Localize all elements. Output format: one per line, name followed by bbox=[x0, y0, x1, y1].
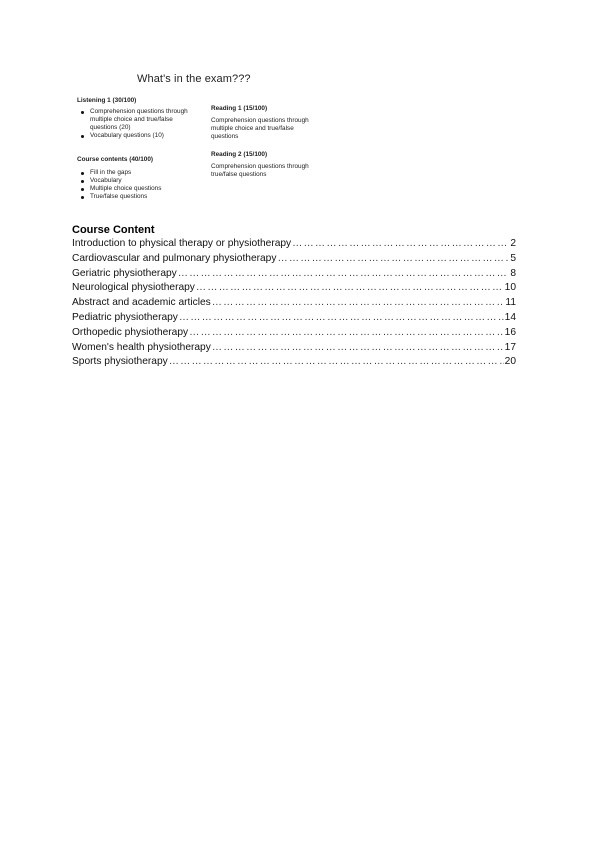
toc-entry bbox=[72, 342, 516, 357]
toc-entry-label: Geriatric physiotherapy bbox=[72, 267, 177, 279]
reading-1-text: Comprehension questions through multiple choice and true/false questions bbox=[211, 117, 309, 140]
toc-entry-label: Introduction to physical therapy or physiotherapy bbox=[72, 238, 292, 249]
exam-title: What's in the exam??? bbox=[137, 73, 251, 85]
toc-leader-dots bbox=[212, 342, 504, 353]
toc-entry-label: Neurological physiotherapy bbox=[72, 282, 195, 294]
reading-2-heading: Reading 2 (15/100) bbox=[211, 151, 268, 158]
toc-entry-label: Pediatric physiotherapy bbox=[72, 311, 178, 323]
toc-entry bbox=[72, 356, 516, 371]
toc-entry-page: 2 bbox=[510, 238, 516, 249]
reading-1-heading: Reading 1 (15/100) bbox=[211, 105, 268, 112]
list-item: Comprehension questions through multiple choice and true/false questions (20) bbox=[90, 108, 197, 132]
toc-leader-dots bbox=[277, 253, 509, 264]
toc-entry-label: Sports physiotherapy bbox=[72, 356, 168, 368]
toc-entry bbox=[72, 268, 516, 283]
toc-entry bbox=[72, 297, 516, 312]
toc-entry bbox=[72, 312, 516, 327]
toc-entry bbox=[72, 238, 516, 253]
listening-section bbox=[77, 97, 197, 140]
toc-entry-page: 5 bbox=[510, 252, 516, 264]
toc-title: Course Content bbox=[72, 224, 155, 236]
toc-entry-page: 14 bbox=[504, 311, 516, 323]
listening-list bbox=[77, 108, 197, 140]
reading-2-text: Comprehension questions through true/false questions bbox=[211, 163, 309, 178]
toc-entry-page: 16 bbox=[504, 326, 516, 338]
toc-entry-page: 20 bbox=[504, 356, 516, 368]
toc-leader-dots bbox=[196, 282, 504, 293]
course-contents-heading: Course contents (40/100) bbox=[77, 156, 154, 163]
toc-entry-page: 11 bbox=[505, 297, 516, 309]
toc-leader-dots bbox=[212, 297, 505, 308]
toc-leader-dots bbox=[179, 312, 504, 323]
reading-2-section bbox=[211, 151, 321, 179]
list-item: Vocabulary bbox=[90, 177, 197, 185]
toc-leader-dots bbox=[189, 327, 504, 338]
toc-leader-dots bbox=[292, 238, 509, 249]
toc-leader-dots bbox=[178, 268, 510, 279]
toc-entry-label: Orthopedic physiotherapy bbox=[72, 326, 189, 338]
toc-entry-label: Women's health physiotherapy bbox=[72, 341, 211, 353]
reading-1-section bbox=[211, 105, 321, 141]
toc-entry bbox=[72, 327, 516, 342]
toc-entry-label: Abstract and academic articles bbox=[72, 297, 211, 309]
list-item: Multiple choice questions bbox=[90, 185, 197, 193]
list-item: True/false questions bbox=[90, 193, 197, 201]
toc-entry-page: 17 bbox=[504, 341, 516, 353]
toc-entry bbox=[72, 282, 516, 297]
toc-entry bbox=[72, 253, 516, 268]
toc-leader-dots bbox=[169, 356, 504, 367]
course-contents-list bbox=[77, 169, 197, 201]
table-of-contents bbox=[72, 238, 516, 371]
toc-entry-page: 8 bbox=[510, 267, 516, 279]
listening-heading: Listening 1 (30/100) bbox=[77, 97, 137, 104]
course-contents-section bbox=[77, 156, 197, 201]
list-item: Vocabulary questions (10) bbox=[90, 132, 197, 140]
toc-entry-label: Cardiovascular and pulmonary physiotherapy bbox=[72, 252, 277, 264]
list-item: Fill in the gaps bbox=[90, 169, 197, 177]
toc-entry-page: 10 bbox=[504, 282, 516, 294]
